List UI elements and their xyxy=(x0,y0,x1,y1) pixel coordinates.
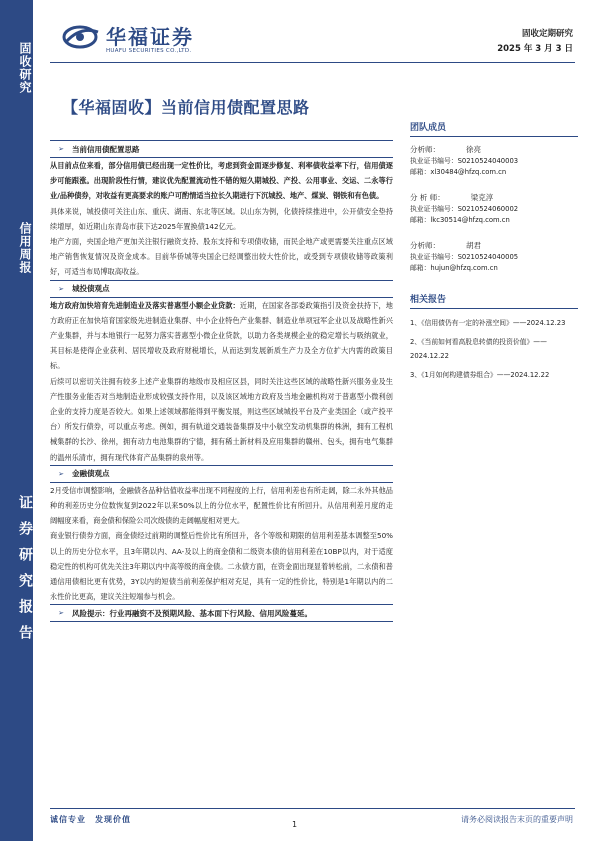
analyst-cert: 执业证书编号：S0210524040005 xyxy=(410,253,519,261)
team-divider xyxy=(410,136,578,137)
footer-slogan: 诚信专业 发现价值 xyxy=(50,815,131,824)
analyst-role: 分析师： xyxy=(410,241,440,250)
analyst-role: 分 析 师： xyxy=(410,193,445,202)
section-heading-strategy xyxy=(50,141,393,157)
analyst-card xyxy=(410,240,578,274)
paragraph: 商业银行债券方面，商金债经过前期的调整后性价比有所回升，各个等级和期限的信用利差基本调整至50%以上的历史分位水平，且3年期以内、AA-及以上的商金债和二级资本债的信用利差在10BP以内，对于适度稳定性的机构可优先关注3年期以内中高等级的商金债。二永债方面，在资金面出现显着转松前，二永债和普通信用债相比更有优势，3Y以内的短债当前利差保护相对充足，具有一定的性价比，特别是1年期以内的二永性价比更高，建议关注短端参与机会。 xyxy=(50,531,393,602)
section-title: 金融债观点 xyxy=(72,469,110,479)
risk-warning xyxy=(50,605,393,621)
paragraph xyxy=(50,298,393,374)
analyst-role: 分析师： xyxy=(410,145,440,154)
section-title: 当前信用债配置思路 xyxy=(72,144,140,154)
report-date: 2025 年 3 月 3 日 xyxy=(497,44,573,54)
paragraph-summary: 从目前点位来看，部分信用债已经出现一定性价比，考虑到资金面逐步修复、利率债收益率下行，信用债逐步可能跟涨。出现阶段性行情，建议优先配置流动性不错的短久期城投、产投、公用事业、交运、二永等行业/品种债券，对收益有更高要求的账户可酌情适当拉长久期进行下沉城投、地产、煤炭、钢铁和有色债。 xyxy=(50,161,393,201)
paragraph: 地产方面，央国企地产更加关注银行融资支持、股东支持和专项债收储，而民企地产或更需要关注重点区域地产销售恢复情况及资金成本。目前华侨城等央国企已经调整出较大性价比，或受到专项债收储等政策利好，可适当布局博取高收益。 xyxy=(50,237,393,277)
logo-swoosh-icon xyxy=(62,24,102,50)
footer-divider xyxy=(50,808,575,809)
related-report-link[interactable]: 3、《1月如何构建债券组合》——2024.12.22 xyxy=(410,370,550,379)
arrow-bullet-icon: ➢ xyxy=(58,145,64,153)
analyst-email: 邮箱：xl30484@hfzq.com.cn xyxy=(410,168,507,176)
paragraph-lead: 地方政府加快培育先进制造业及落实普惠型小额企业贷款： xyxy=(50,300,240,310)
section-heading-financial xyxy=(50,466,393,482)
related-divider xyxy=(410,308,578,309)
page-number: 1 xyxy=(292,820,298,829)
paragraph: 后续可以密切关注拥有较多上述产业集群的地级市及相应区县，同时关注这些区域的战略性新兴服务业及生产性服务业能否对当地制造业形成较强支持作用，以及该区域地方政府及当地金融机构对于普惠型小微利创企业的支持力度是否较大。如果上述领域都能得到平衡发展，则这些区域城投平台及产业类国企（或产投平台）所发行债券，可以重点考虑。例如，拥有轨道交通装备集群及中小航空发动机集群的株洲，拥有工程机械集群的长沙、徐州，拥有动力电池集群的宁德，拥有稀土新材料及应用集群的赣州、包头，拥有电气集群的温州乐清市，拥有现代体育产品集群的泉州等。 xyxy=(50,376,393,462)
related-report-link[interactable]: 2、《当前如何看高股息转债的投资价值》——2024.12.22 xyxy=(410,337,547,360)
analyst-card xyxy=(410,192,578,226)
arrow-bullet-icon: ➢ xyxy=(58,609,64,618)
analyst-card xyxy=(410,144,578,178)
report-title: 【华福固收】当前信用债配置思路 xyxy=(62,98,310,117)
header-meta xyxy=(497,27,573,57)
right-column xyxy=(410,120,578,386)
analyst-cert: 执业证书编号：S0210524060002 xyxy=(410,205,519,213)
section-heading-chengtou xyxy=(50,281,393,297)
arrow-bullet-icon: ➢ xyxy=(58,284,64,293)
paragraph: 具体来说，城投债可关注山东、重庆、湖南、东北等区域。以山东为例，化债持续推进中，公开债安全垫持续增厚，如近期山东青岛市获下达2025年置换债142亿元。 xyxy=(50,206,393,231)
footer-disclaimer-note: 请务必阅读报告末页的重要声明 xyxy=(461,815,573,824)
brand-name-en: HUAFU SECURITIES CO.,LTD. xyxy=(106,48,192,54)
team-title: 团队成员 xyxy=(410,123,447,133)
sidebar xyxy=(0,0,33,841)
related-report-link[interactable]: 1、《信用债仍有一定的补涨空间》——2024.12.23 xyxy=(410,319,566,327)
sidebar-label-research: 固收研究 xyxy=(18,42,32,94)
analyst-name: 梁克淳 xyxy=(470,193,494,202)
main-content xyxy=(50,140,393,622)
analyst-email: 邮箱：hujun@hfzq.com.cn xyxy=(410,264,498,272)
brand-logo xyxy=(62,20,222,60)
sidebar-label-weekly: 信用周报 xyxy=(18,222,32,274)
section-divider xyxy=(50,621,393,622)
paragraph-body: 近期，在国家各部委政策指引及资金扶持下，地方政府正在加快培育国家级先进制造业集群、中小企业特色产业集群、制造业单项冠军企业以及战略性新兴产业集群，并与本地银行一起努力落实普惠型小微企业贷款，以助力各类规模企业的稳定增长与吸纳就业，其目标是使得企业获利、居民增收及政府财税增长，从而达到发展新质生产力及全方位扩大内需的政策目标。 xyxy=(50,300,393,371)
analyst-email: 邮箱：lkc30514@hfzq.com.cn xyxy=(410,216,510,224)
report-category: 固收定期研究 xyxy=(521,29,573,39)
section-title: 城投债观点 xyxy=(72,284,110,294)
brand-name-cn: 华福证券 xyxy=(106,25,194,49)
related-reports-title: 相关报告 xyxy=(410,295,447,305)
analyst-name: 胡君 xyxy=(466,241,481,250)
arrow-bullet-icon: ➢ xyxy=(58,469,64,478)
sidebar-label-report: 证券研究报告 xyxy=(17,495,33,651)
risk-text: 风险提示：行业再融资不及预期风险、基本面下行风险、信用风险蔓延。 xyxy=(72,608,312,618)
analyst-name: 徐亮 xyxy=(466,145,481,154)
header-divider xyxy=(50,62,575,63)
paragraph: 2月受信市调整影响，金融债各品种估值收益率出现不同程度的上行，信用利差也有所走阔，除二永外其他品种的利差历史分位数恢复到2022年以来50%以上的分位水平，配置性价比有所回升。从信用利差月度的走阔幅度来看，商金债和保险公司次级债的走阔幅度相对更大。 xyxy=(50,485,393,526)
analyst-cert: 执业证书编号：S0210524040003 xyxy=(410,157,519,165)
